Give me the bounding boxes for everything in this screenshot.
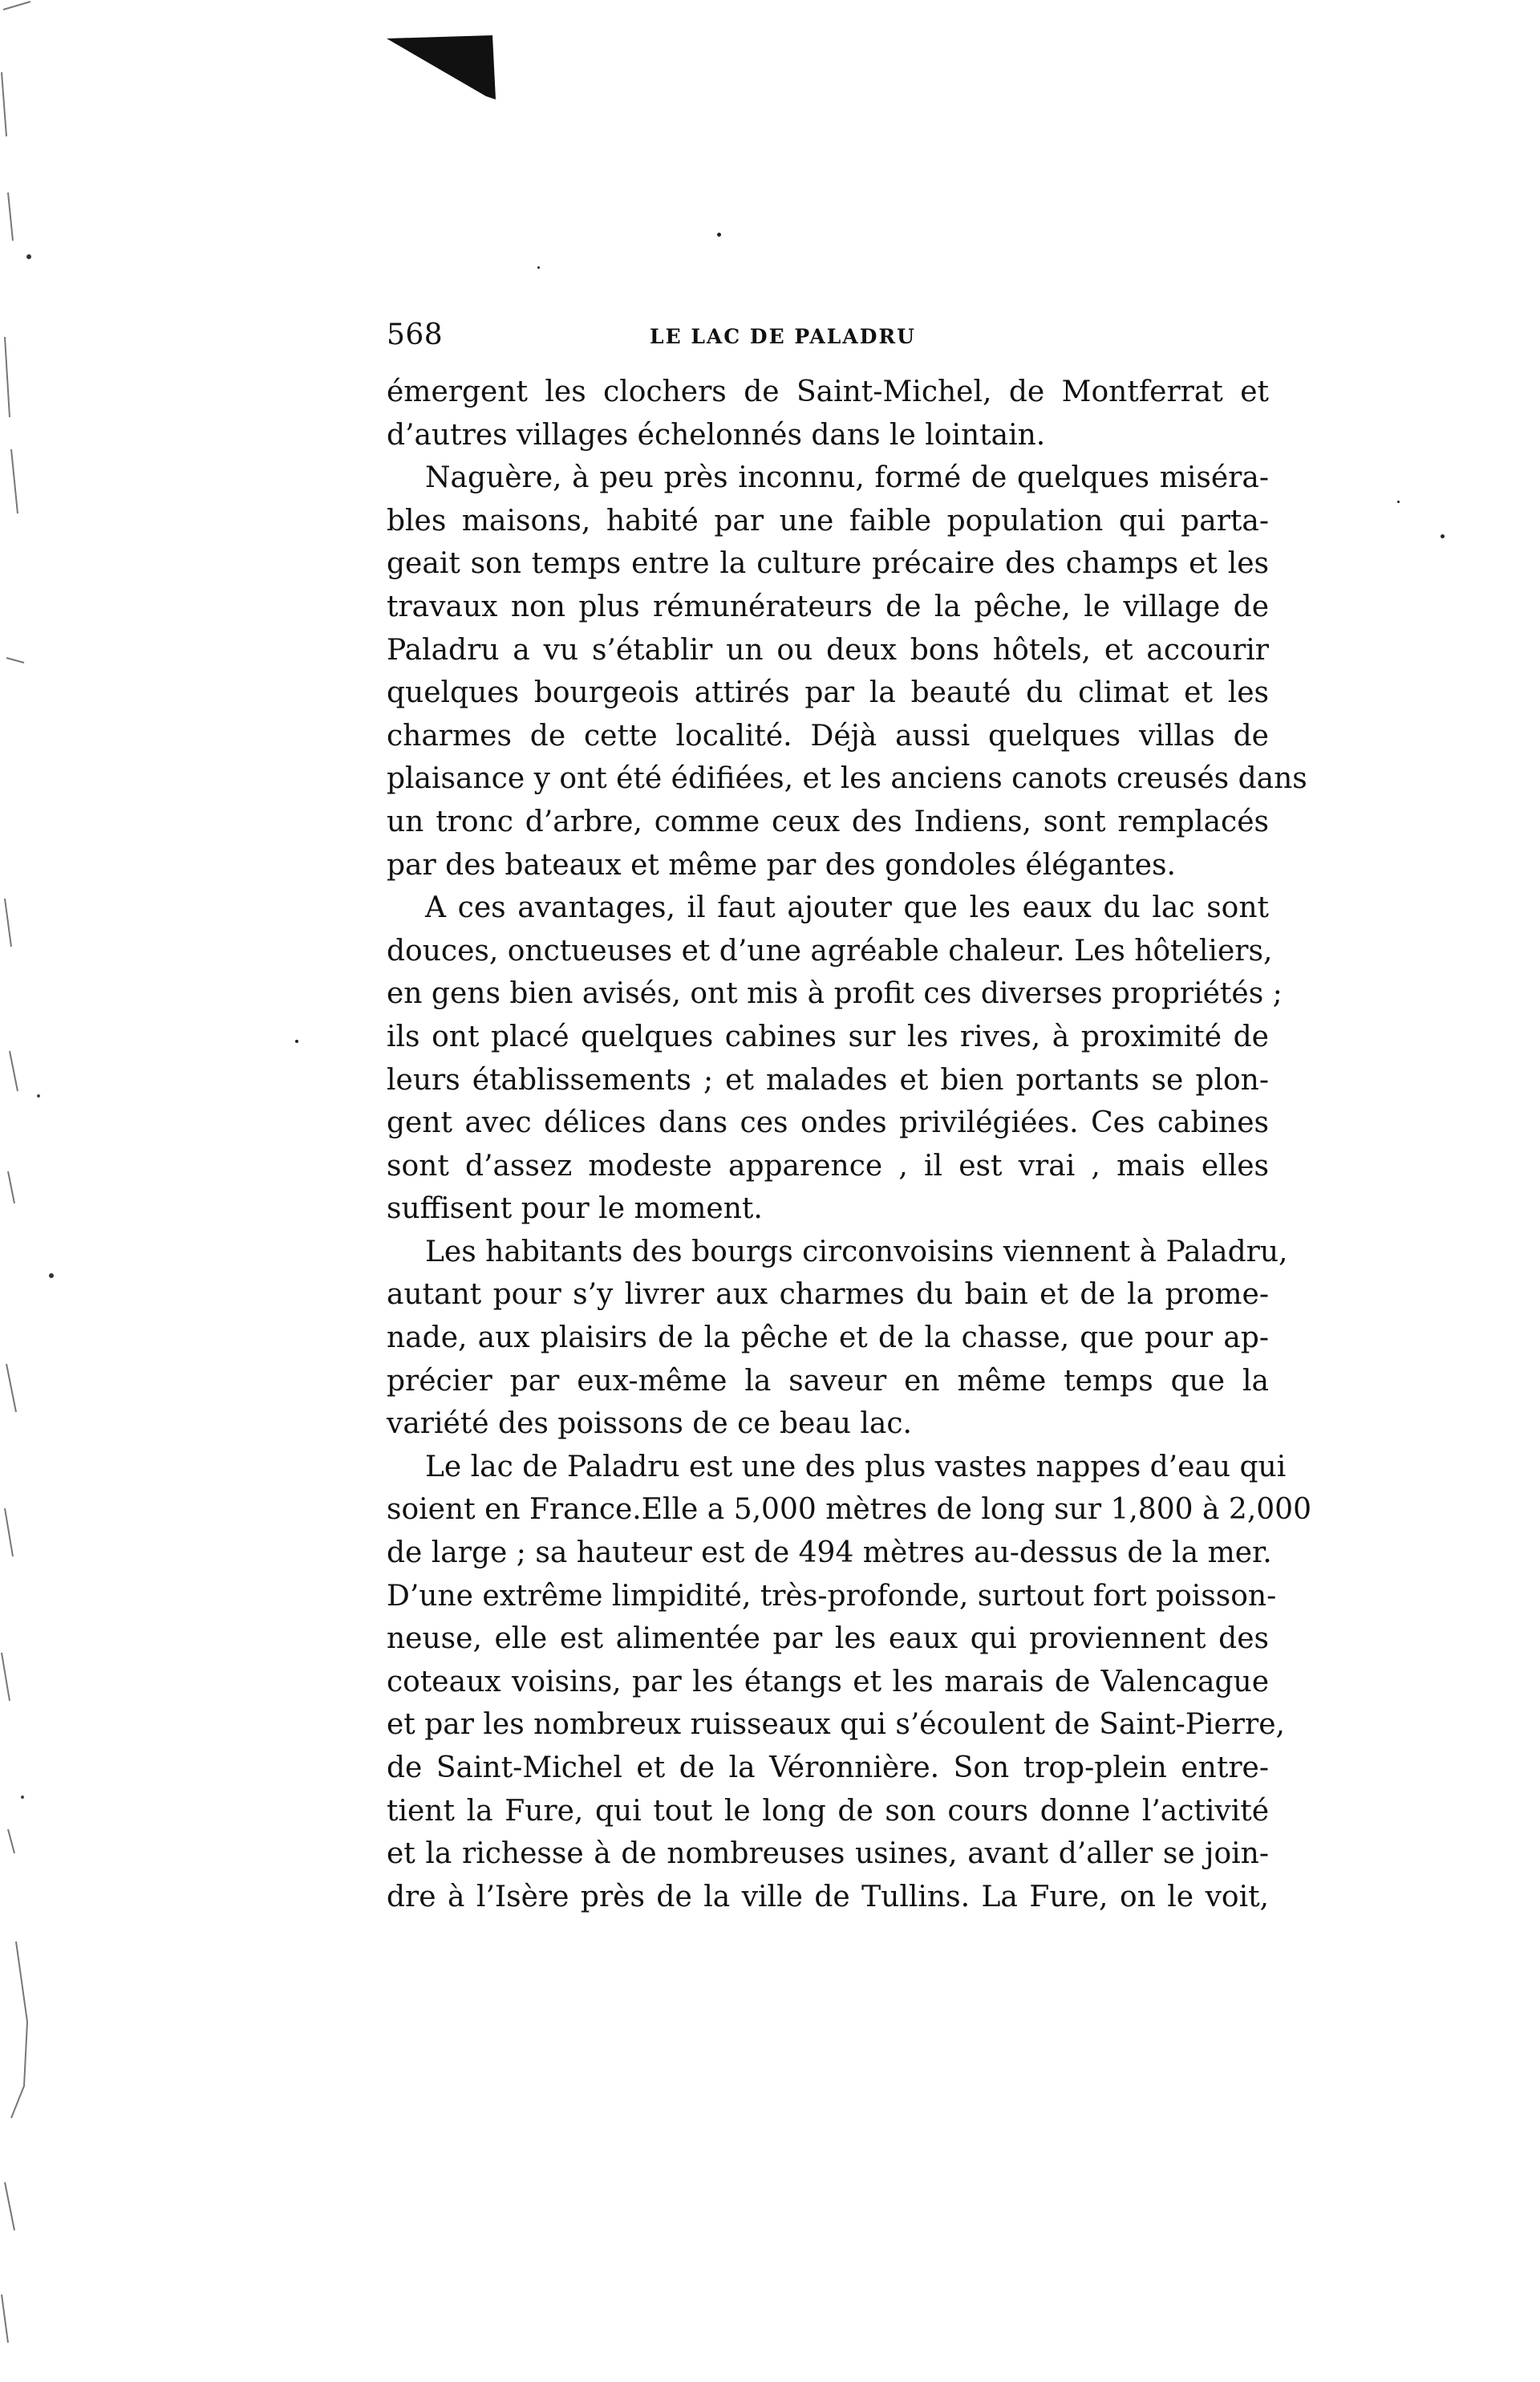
text-line: travaux non plus rémunérateurs de la pêche, le village de [387, 590, 1269, 623]
text-line: soient en France.Elle a 5,000 mètres de long sur 1,800 à 2,000 [387, 1493, 1311, 1527]
scan-speck [295, 1040, 298, 1043]
text-line: en gens bien avisés, ont mis à profit ces diverses propriétés ; [387, 977, 1283, 1011]
text-line: et la richesse à de nombreuses usines, avant d’aller se join- [387, 1837, 1269, 1871]
text-line: d’autres villages échelonnés dans le lointain. [387, 418, 1046, 452]
text-line: par des bateaux et même par des gondoles élégantes. [387, 848, 1176, 882]
text-line: émergent les clochers de Saint-Michel, de Montferrat et [387, 375, 1269, 408]
text-line: bles maisons, habité par une faible population qui parta- [387, 504, 1269, 538]
text-line: sont d’assez modeste apparence , il est vrai , mais elles [387, 1149, 1269, 1183]
scan-artifact-black-mark [387, 35, 499, 103]
text-line: coteaux voisins, par les étangs et les marais de Valencague [387, 1665, 1269, 1698]
text-line: Naguère, à peu près inconnu, formé de quelques miséra- [425, 461, 1269, 495]
text-line: variété des poissons de ce beau lac. [387, 1407, 912, 1441]
text-line: de large ; sa hauteur est de 494 mètres au-dessus de la mer. [387, 1536, 1272, 1570]
scan-edge-speckles [0, 0, 88, 2382]
text-line: suffisent pour le moment. [387, 1192, 763, 1226]
text-line: douces, onctueuses et d’une agréable chaleur. Les hôteliers, [387, 934, 1273, 968]
text-line: quelques bourgeois attirés par la beauté du climat et les [387, 676, 1269, 710]
text-line: ils ont placé quelques cabines sur les rives, à proximité de [387, 1020, 1269, 1053]
scan-speck [1397, 501, 1400, 503]
text-line: autant pour s’y livrer aux charmes du bain et de la prome- [387, 1278, 1269, 1312]
text-line: plaisance y ont été édifiées, et les anciens canots creusés dans [387, 762, 1307, 796]
text-line: leurs établissements ; et malades et bien portants se plon- [387, 1063, 1269, 1097]
text-line: D’une extrême limpidité, très-profonde, surtout fort poisson- [387, 1579, 1277, 1613]
text-line: geait son temps entre la culture précaire des champs et les [387, 547, 1269, 581]
text-line: un tronc d’arbre, comme ceux des Indiens, sont remplacés [387, 805, 1269, 838]
body-text [387, 371, 1311, 1918]
text-line: Les habitants des bourgs circonvoisins viennent à Paladru, [425, 1235, 1288, 1268]
text-line: Le lac de Paladru est une des plus vastes nappes d’eau qui [425, 1450, 1287, 1483]
text-line: précier par eux-même la saveur en même temps que la [387, 1364, 1269, 1398]
text-line: neuse, elle est alimentée par les eaux qui proviennent des [387, 1622, 1269, 1656]
text-line: et par les nombreux ruisseaux qui s’écoulent de Saint-Pierre, [387, 1708, 1285, 1742]
page-number: 568 [387, 319, 444, 351]
text-line: charmes de cette localité. Déjà aussi quelques villas de [387, 719, 1269, 753]
text-line: Paladru a vu s’établir un ou deux bons hôtels, et accourir [387, 633, 1269, 667]
scan-speck [717, 233, 721, 237]
scan-speck [1441, 534, 1445, 538]
scan-speck [537, 266, 540, 269]
text-line: dre à l’Isère près de la ville de Tullins. La Fure, on le voit, [387, 1880, 1269, 1913]
text-line: A ces avantages, il faut ajouter que les eaux du lac sont [425, 891, 1269, 925]
text-line: de Saint-Michel et de la Véronnière. Son trop-plein entre- [387, 1751, 1269, 1784]
text-line: gent avec délices dans ces ondes privilégiées. Ces cabines [387, 1106, 1269, 1140]
running-title: LE LAC DE PALADRU [650, 325, 916, 348]
text-line: nade, aux plaisirs de la pêche et de la chasse, que pour ap- [387, 1321, 1269, 1355]
running-header [387, 318, 1269, 359]
text-line: tient la Fure, qui tout le long de son cours donne l’activité [387, 1794, 1269, 1828]
